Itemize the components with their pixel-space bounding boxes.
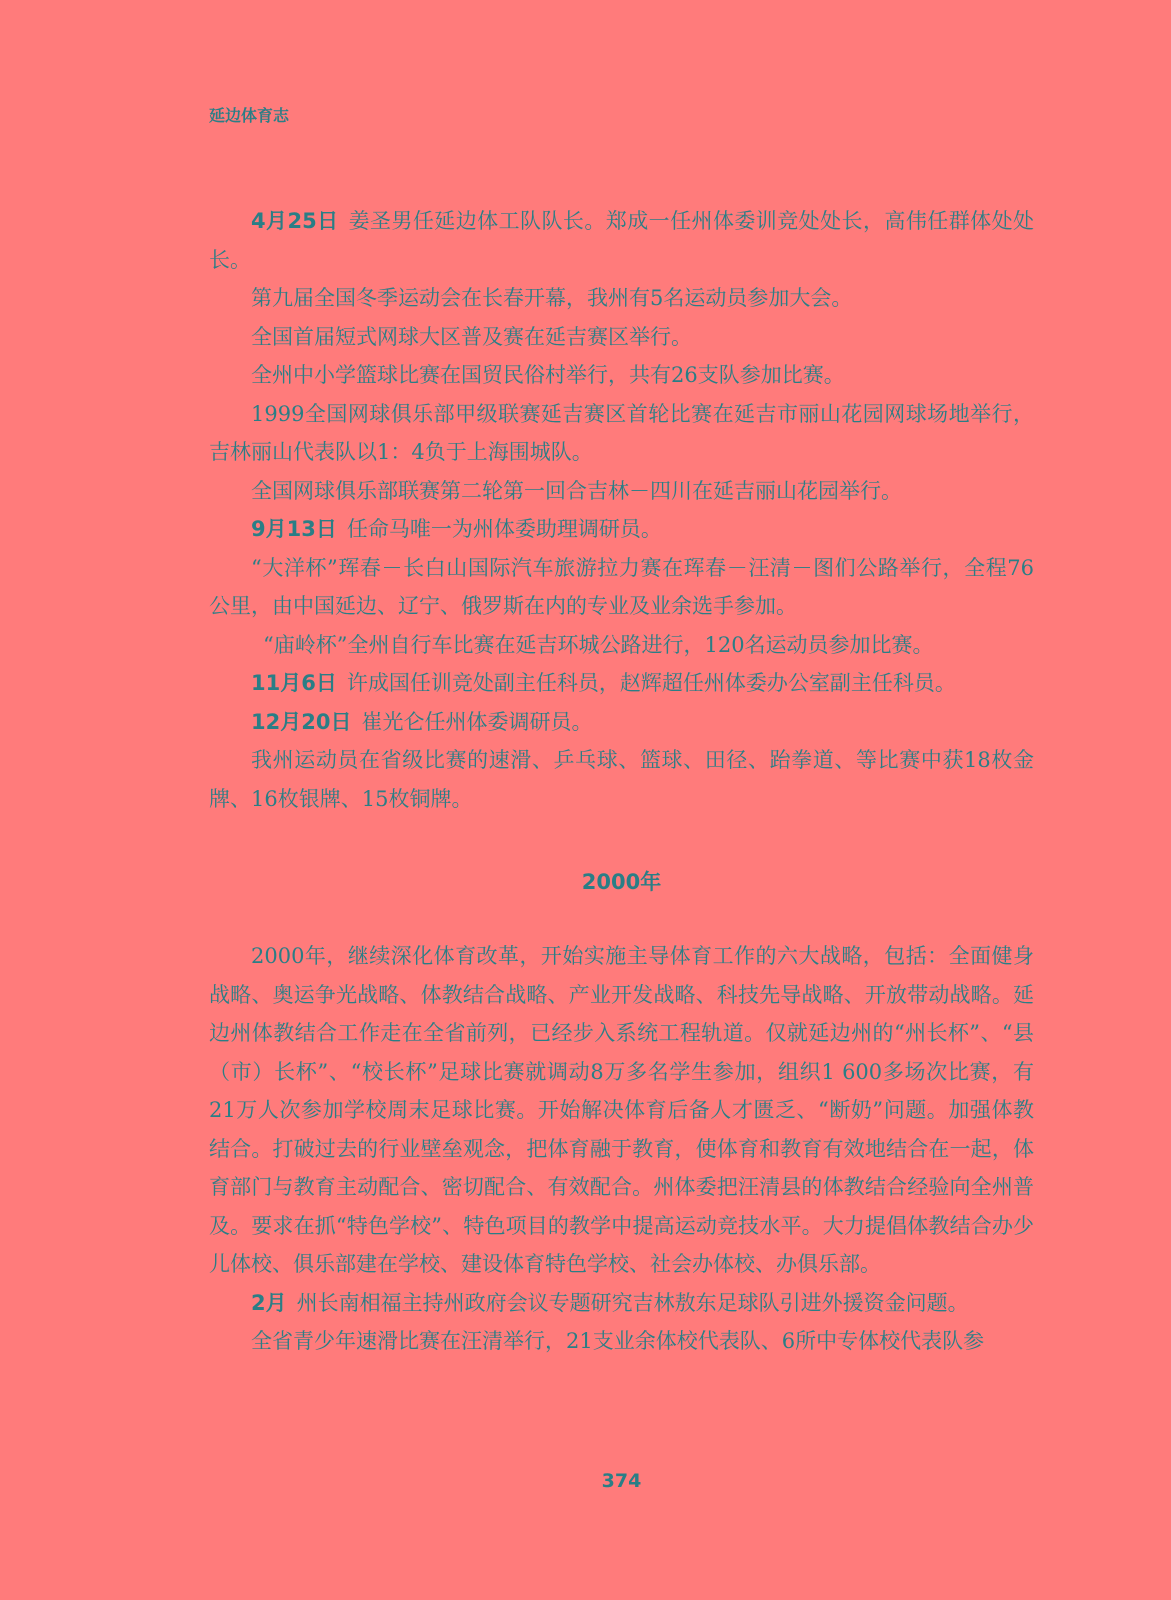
paragraph-text: 2000年，继续深化体育改革，开始实施主导体育工作的六大战略，包括：全面健身战略、奥运争光战略、体教结合战略、产业开发战略、科技先导战略、开放带动战略。延边州体教结合工作走在全省前列，已经步入系统工程轨道。仅就延边州的“州长杯”、“县（市）长杯”、“校长杯”足球比赛就调动8万多名学生参加，组织1 600多场次比赛，有21万人次参加学校周末足球比赛。开始解决体育后备人才匮乏、“断奶”问题。加强体教结合。打破过去的行业壁垒观念，把体育融于教育，使体育和教育有效地结合在一起，体育部门与教育主动配合、密切配合、有效配合。州体委把汪清县的体教结合经验向全州普及。要求在抓“特色学校”、特色项目的教学中提高运动竞技水平。大力提倡体教结合办少儿体校、俱乐部建在学校、建设体育特色学校、社会办体校、办俱乐部。: [209, 944, 1034, 1276]
paragraph: [209, 937, 1034, 1284]
paragraph-text: 全国网球俱乐部联赛第二轮第一回合吉林－四川在延吉丽山花园举行。: [251, 478, 902, 503]
date-lead: 4月25日: [251, 209, 339, 233]
paragraph: [209, 472, 1034, 511]
paragraph: [209, 202, 1034, 279]
paragraph: [209, 318, 1034, 357]
paragraph: [209, 626, 1034, 665]
date-lead: 12月20日: [251, 709, 352, 734]
paragraph: [209, 395, 1034, 472]
paragraph-text: 全州中小学篮球比赛在国贸民俗村举行，共有26支队参加比赛。: [251, 363, 845, 387]
paragraph: [209, 703, 1034, 742]
paragraph: [209, 356, 1034, 395]
paragraph: [209, 1322, 1034, 1361]
paragraph: [209, 741, 1034, 818]
paragraph: [209, 510, 1034, 549]
paragraph-text: 许成国任训竞处副主任科员，赵辉超任州体委办公室副主任科员。: [346, 671, 956, 695]
section-1999-body: [209, 202, 1034, 818]
paragraph-text: “庙岭杯”全州自行车比赛在延吉环城公路进行，120名运动员参加比赛。: [263, 632, 934, 657]
date-lead: 11月6日: [251, 671, 337, 695]
paragraph: [209, 1284, 1034, 1323]
paragraph-text: 第九届全国冬季运动会在长春开幕，我州有5名运动员参加大会。: [251, 286, 853, 310]
section-title: 2000年: [581, 870, 662, 894]
paragraph: [209, 664, 1034, 703]
paragraph-text: 全省青少年速滑比赛在汪清举行，21支业余体校代表队、6所中专体校代表队参: [251, 1329, 985, 1353]
paragraph-text: 全国首届短式网球大区普及赛在延吉赛区举行。: [251, 324, 692, 349]
paragraph-text: 州长南相福主持州政府会议专题研究吉林敖东足球队引进外援资金问题。: [296, 1290, 969, 1315]
paragraph: [209, 549, 1034, 626]
date-lead: 2月: [251, 1290, 287, 1315]
paragraph: [209, 279, 1034, 318]
paragraph-text: 姜圣男任延边体工队队长。郑成一任州体委训竞处处长，高伟任群体处处长。: [209, 209, 1034, 272]
running-header: 延边体育志: [209, 106, 290, 125]
paragraph-text: 1999全国网球俱乐部甲级联赛延吉赛区首轮比赛在延吉市丽山花园网球场地举行，吉林丽山代表队以1：4负于上海围城队。: [209, 401, 1034, 464]
date-lead: 9月13日: [251, 517, 337, 541]
paragraph-text: 崔光仑任州体委调研员。: [361, 709, 593, 734]
paragraph-text: “大洋杯”珲春－长白山国际汽车旅游拉力赛在珲春－汪清－图们公路举行，全程76公里，由中国延边、辽宁、俄罗斯在内的专业及业余选手参加。: [209, 555, 1034, 618]
page-number: 374: [601, 1470, 642, 1492]
section-2000-body: [209, 937, 1034, 1361]
paragraph-text: 我州运动员在省级比赛的速滑、乒乓球、篮球、田径、跆拳道、等比赛中获18枚金牌、16枚银牌、15枚铜牌。: [209, 748, 1034, 811]
paragraph-text: 任命马唯一为州体委助理调研员。: [346, 517, 662, 541]
